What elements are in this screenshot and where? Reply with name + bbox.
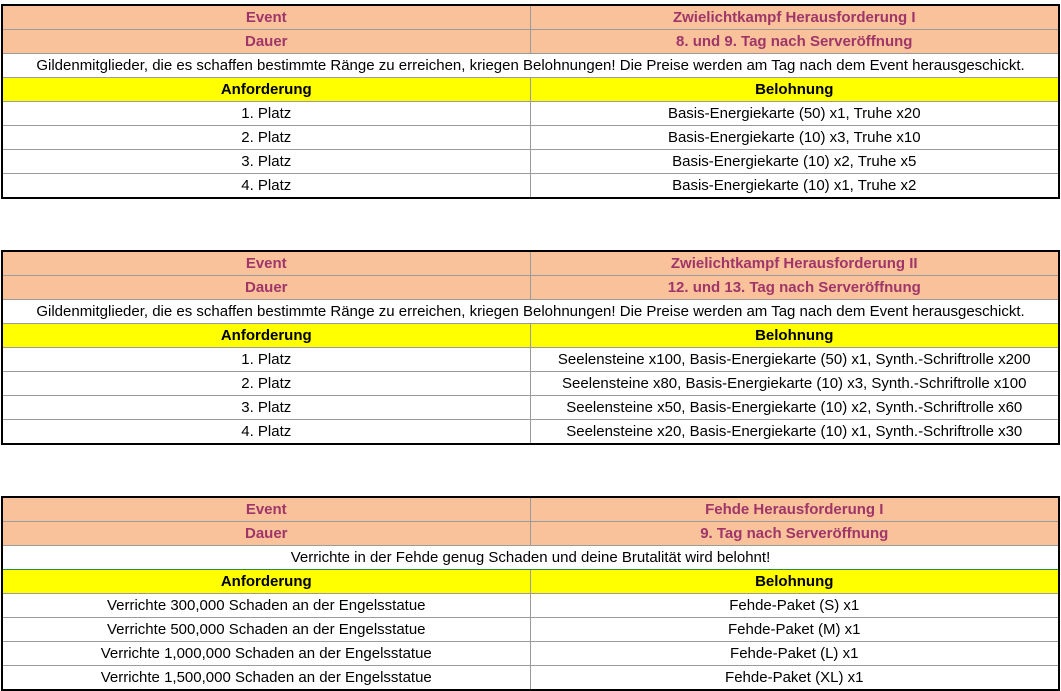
table-row — [2, 126, 1059, 150]
reward-cell: Basis-Energiekarte (10) x3, Truhe x10 — [530, 126, 1059, 150]
table-row — [2, 618, 1059, 642]
requirement-cell: 4. Platz — [2, 420, 530, 445]
event-label: Event — [2, 5, 530, 30]
requirement-cell: 3. Platz — [2, 150, 530, 174]
requirement-cell: Verrichte 1,500,000 Schaden an der Engelsstatue — [2, 666, 530, 691]
reward-cell: Fehde-Paket (L) x1 — [530, 642, 1059, 666]
duration-value: 12. und 13. Tag nach Serveröffnung — [530, 276, 1059, 300]
table-row — [2, 372, 1059, 396]
event-description: Gildenmitglieder, die es schaffen bestimmte Ränge zu erreichen, kriegen Belohnungen! Die Preise werden am Tag nach dem Event herausgeschickt. — [2, 300, 1059, 324]
table-row — [2, 150, 1059, 174]
column-header-row — [2, 324, 1059, 348]
duration-value: 9. Tag nach Serveröffnung — [530, 522, 1059, 546]
column-header-reward: Belohnung — [530, 324, 1059, 348]
event-name: Zwielichtkampf Herausforderung I — [530, 5, 1059, 30]
event-name: Fehde Herausforderung I — [530, 497, 1059, 522]
event-table-1 — [1, 4, 1060, 199]
duration-label: Dauer — [2, 30, 530, 54]
column-header-row — [2, 78, 1059, 102]
column-header-row — [2, 570, 1059, 594]
event-description: Gildenmitglieder, die es schaffen bestimmte Ränge zu erreichen, kriegen Belohnungen! Die Preise werden am Tag nach dem Event herausgeschickt. — [2, 54, 1059, 78]
description-row — [2, 54, 1059, 78]
table-row — [2, 102, 1059, 126]
table-row — [2, 642, 1059, 666]
requirement-cell: 1. Platz — [2, 102, 530, 126]
reward-cell: Seelensteine x100, Basis-Energiekarte (50) x1, Synth.-Schriftrolle x200 — [530, 348, 1059, 372]
description-row — [2, 546, 1059, 570]
requirement-cell: 2. Platz — [2, 126, 530, 150]
table-row — [2, 666, 1059, 691]
requirement-cell: Verrichte 500,000 Schaden an der Engelsstatue — [2, 618, 530, 642]
reward-cell: Basis-Energiekarte (50) x1, Truhe x20 — [530, 102, 1059, 126]
requirement-cell: 1. Platz — [2, 348, 530, 372]
event-row — [2, 497, 1059, 522]
event-label: Event — [2, 251, 530, 276]
column-header-reward: Belohnung — [530, 78, 1059, 102]
reward-cell: Basis-Energiekarte (10) x1, Truhe x2 — [530, 174, 1059, 199]
requirement-cell: 4. Platz — [2, 174, 530, 199]
event-table-2 — [1, 250, 1060, 445]
duration-label: Dauer — [2, 276, 530, 300]
event-row — [2, 5, 1059, 30]
reward-cell: Fehde-Paket (M) x1 — [530, 618, 1059, 642]
duration-row — [2, 30, 1059, 54]
event-description: Verrichte in der Fehde genug Schaden und deine Brutalität wird belohnt! — [2, 546, 1059, 570]
column-header-requirement: Anforderung — [2, 78, 530, 102]
table-row — [2, 174, 1059, 199]
event-label: Event — [2, 497, 530, 522]
reward-cell: Basis-Energiekarte (10) x2, Truhe x5 — [530, 150, 1059, 174]
reward-cell: Fehde-Paket (XL) x1 — [530, 666, 1059, 691]
event-row — [2, 251, 1059, 276]
requirement-cell: 3. Platz — [2, 396, 530, 420]
requirement-cell: Verrichte 1,000,000 Schaden an der Engelsstatue — [2, 642, 530, 666]
column-header-requirement: Anforderung — [2, 324, 530, 348]
reward-cell: Seelensteine x50, Basis-Energiekarte (10) x2, Synth.-Schriftrolle x60 — [530, 396, 1059, 420]
column-header-requirement: Anforderung — [2, 570, 530, 594]
table-row — [2, 396, 1059, 420]
event-table-3 — [1, 496, 1060, 691]
duration-label: Dauer — [2, 522, 530, 546]
description-row — [2, 300, 1059, 324]
table-row — [2, 348, 1059, 372]
duration-row — [2, 276, 1059, 300]
duration-value: 8. und 9. Tag nach Serveröffnung — [530, 30, 1059, 54]
column-header-reward: Belohnung — [530, 570, 1059, 594]
duration-row — [2, 522, 1059, 546]
reward-cell: Seelensteine x20, Basis-Energiekarte (10) x1, Synth.-Schriftrolle x30 — [530, 420, 1059, 445]
requirement-cell: 2. Platz — [2, 372, 530, 396]
table-row — [2, 594, 1059, 618]
event-name: Zwielichtkampf Herausforderung II — [530, 251, 1059, 276]
table-row — [2, 420, 1059, 445]
requirement-cell: Verrichte 300,000 Schaden an der Engelsstatue — [2, 594, 530, 618]
reward-cell: Fehde-Paket (S) x1 — [530, 594, 1059, 618]
reward-cell: Seelensteine x80, Basis-Energiekarte (10) x3, Synth.-Schriftrolle x100 — [530, 372, 1059, 396]
